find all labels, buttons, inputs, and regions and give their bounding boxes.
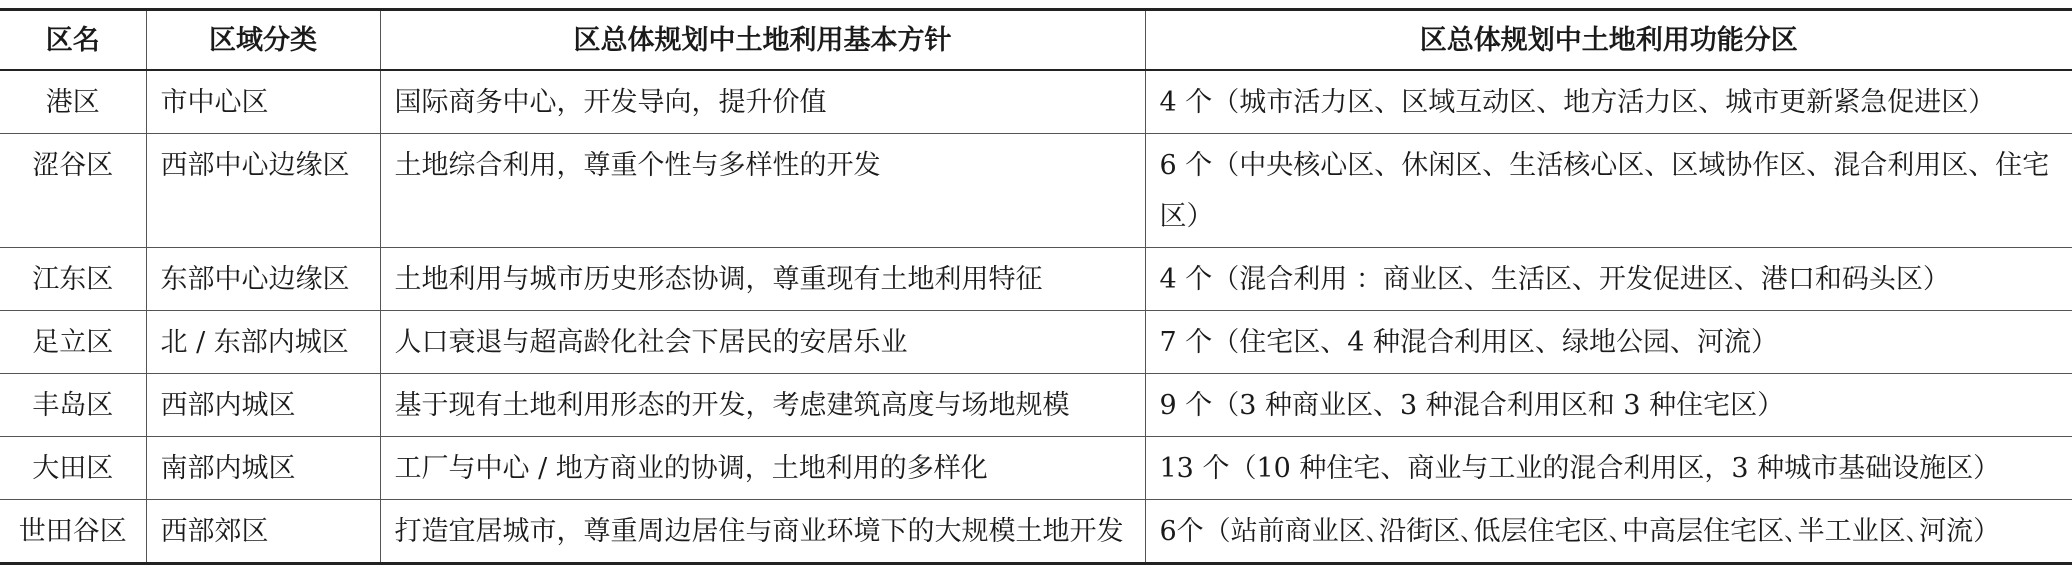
table-row (0, 500, 2072, 564)
table-row (0, 311, 2072, 374)
table-header-row (0, 10, 2072, 71)
header-functional-zones: 区总体规划中土地利用功能分区 (1145, 10, 2072, 71)
cell-area-category: 东部中心边缘区 (146, 248, 380, 311)
cell-district-name: 世田谷区 (0, 500, 146, 564)
header-basic-policy: 区总体规划中土地利用基本方针 (380, 10, 1145, 71)
header-area-category: 区域分类 (146, 10, 380, 71)
table-row (0, 248, 2072, 311)
cell-district-name: 丰岛区 (0, 374, 146, 437)
cell-area-category: 南部内城区 (146, 437, 380, 500)
cell-district-name: 足立区 (0, 311, 146, 374)
cell-area-category: 西部郊区 (146, 500, 380, 564)
cell-area-category: 北 / 东部内城区 (146, 311, 380, 374)
cell-district-name: 港区 (0, 70, 146, 134)
cell-basic-policy: 基于现有土地利用形态的开发，考虑建筑高度与场地规模 (380, 374, 1145, 437)
table-row (0, 374, 2072, 437)
cell-basic-policy: 人口衰退与超高龄化社会下居民的安居乐业 (380, 311, 1145, 374)
table-row (0, 134, 2072, 248)
table-row (0, 70, 2072, 134)
cell-functional-zones: 13 个（10 种住宅、商业与工业的混合利用区，3 种城市基础设施区） (1145, 437, 2072, 500)
cell-district-name: 江东区 (0, 248, 146, 311)
cell-basic-policy: 土地利用与城市历史形态协调，尊重现有土地利用特征 (380, 248, 1145, 311)
cell-district-name: 大田区 (0, 437, 146, 500)
cell-functional-zones: 4 个（混合利用 ：商业区、生活区、开发促进区、港口和码头区） (1145, 248, 2072, 311)
header-district-name: 区名 (0, 10, 146, 71)
cell-basic-policy: 土地综合利用，尊重个性与多样性的开发 (380, 134, 1145, 248)
cell-functional-zones: 7 个（住宅区、4 种混合利用区、绿地公园、河流） (1145, 311, 2072, 374)
cell-district-name: 涩谷区 (0, 134, 146, 248)
land-use-table-container (0, 8, 2072, 565)
table-row (0, 437, 2072, 500)
cell-functional-zones: 6 个（中央核心区、休闲区、生活核心区、区域协作区、混合利用区、住宅区） (1145, 134, 2072, 248)
cell-area-category: 西部中心边缘区 (146, 134, 380, 248)
cell-basic-policy: 国际商务中心，开发导向，提升价值 (380, 70, 1145, 134)
cell-basic-policy: 打造宜居城市，尊重周边居住与商业环境下的大规模土地开发 (380, 500, 1145, 564)
cell-area-category: 西部内城区 (146, 374, 380, 437)
land-use-table (0, 8, 2072, 565)
cell-functional-zones: 4 个（城市活力区、区域互动区、地方活力区、城市更新紧急促进区） (1145, 70, 2072, 134)
cell-area-category: 市中心区 (146, 70, 380, 134)
cell-functional-zones: 6个（站前商业区､沿街区､低层住宅区､中高层住宅区､半工业区､河流） (1145, 500, 2072, 564)
cell-functional-zones: 9 个（3 种商业区、3 种混合利用区和 3 种住宅区） (1145, 374, 2072, 437)
cell-basic-policy: 工厂与中心 / 地方商业的协调，土地利用的多样化 (380, 437, 1145, 500)
